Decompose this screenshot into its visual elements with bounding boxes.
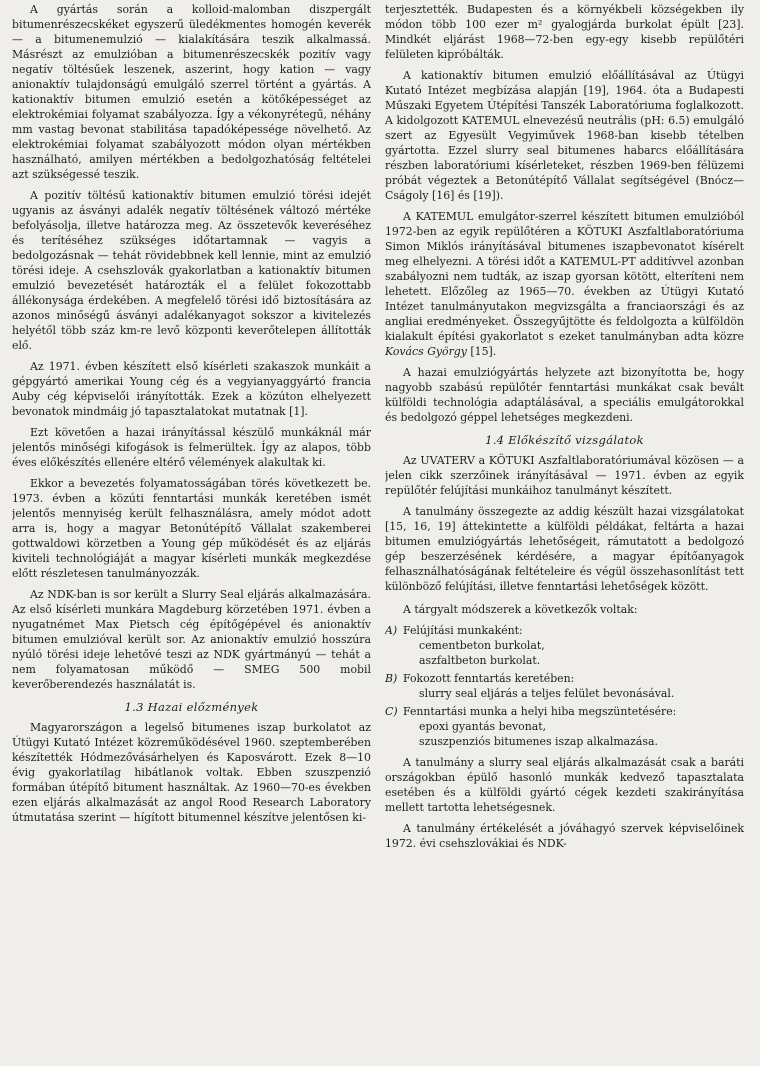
method-title: Fenntartási munka a helyi hiba megszüntetésére:	[403, 705, 677, 718]
paragraph: Ezt követően a hazai irányítással készülő munkáknál már jelentős minőségi kifogások is felmerültek. Így az alapos, több éves előkészítés ellenére eltérő vélemények alakultak ki.	[12, 426, 371, 469]
paragraph: Magyarországon a legelső bitumenes iszap burkolatot az Útügyi Kutató Intézet közreműködésével 1960. szeptemberében készítették Hódmezővásárhelyen és Kaposvárott. Ezek 8—10 évig gyakorlatilag hibátlanok voltak. Ebben szuszpenzió formában útépítő bitument használtak. Az 1960—70-es években ezen eljárás alkalmazását az angol Rood Research Laboratory útmutatása szerint — hígított bitumennel készítve jelentősen ki-	[12, 721, 371, 824]
paragraph: A tanulmány összegezte az addig készült hazai vizsgálatokat [15, 16, 19] áttekintette a külföldi példákat, feltárta a hazai bitumen emulziógyártás lehetőségeit, rámutatott a bedolgozó gép beszerzésének kérdésére, a magyar építőanyagok felhasználhatóságának feltételeire és végül összehasonlítást tett különböző felújítási, illetve fenntartási lehetőségek között.	[385, 505, 744, 593]
paragraph: A pozitív töltésű kationaktív bitumen emulzió törési idejét ugyanis az ásványi adalék negatív töltésének változó mértéke befolyásolja, illetve határozza meg. Az összetevők keveréséhez és terítéséhez szükséges időtartamnak — vagyis a bedolgozásnak — tehát rövidebbnek kell lennie, mint az emulzió törési ideje. A csehszlovák gyakorlatban a kationaktív bitumen emulzió bevezetését határozták el a felület fokozottabb állékonysága érdekében. A megfelelő törési idő biztosítására az azonos minőségű ásványi adalékanyagot sokszor a kivitelezés helyétől több száz km-re levő központi keverőtelepen állították elő.	[12, 189, 371, 352]
methods-list	[385, 623, 744, 749]
author-name: Kovács György	[385, 345, 467, 358]
paragraph: Az UVATERV a KÖTUKI Aszfaltlaboratóriumával közösen — a jelen cikk szerzőinek irányításával — 1971. évben az egyik repülőtér felújítási munkáihoz tanulmányt készített.	[385, 454, 744, 497]
paragraph: A tanulmány a slurry seal eljárás alkalmazását csak a baráti országokban épülő hasonló munkák kedvező tapasztalata esetében és a külföldi gyártó cégek kezdeti szakirányítása mellett tartotta lehetségesnek.	[385, 756, 744, 814]
paragraph: Az NDK-ban is sor került a Slurry Seal eljárás alkalmazására. Az első kísérleti munkára Magdeburg körzetében 1971. évben a nyugatnémet Max Pietsch cég építőgépével és anionaktív bitumen emulzióval került sor. Az anionaktív emulzió hosszúra nyúló törési ideje lehetővé teszi az NDK gyártmányú — tehát a nem folyamatosan működő — SMEG 500 mobil keverőberendezés használatát is.	[12, 588, 371, 691]
paragraph: Az 1971. évben készített első kísérleti szakaszok munkáit a gépgyártó amerikai Young cég és a vegyianyaggyártó francia Auby cég képviselői irányították. Ezek a közúton elhelyezett bevonatok mindmáig jó tapasztalatokat mutatnak [1].	[12, 360, 371, 418]
method-item	[385, 623, 744, 668]
method-subitem: slurry seal eljárás a teljes felület bevonásával.	[419, 687, 675, 700]
paragraph: Ekkor a bevezetés folyamatosságában törés következett be. 1973. évben a közúti fenntartási munkák keretében ismét jelentős mennyiség került felhasználásra, amely módot adott arra is, hogy a magyar Betonútépítő Vállalat szakemberei gottwaldowi körzetben a Young gép működését és az eljárás kiviteli technológiáját a magyar kísérleti munkák megkezdése előtt részletesen tanulmányozzák.	[12, 477, 371, 580]
paragraph: terjesztették. Budapesten és a környékbeli községekben ily módon több 100 ezer m² gyalogjárda burkolat épült [23]. Mindkét eljárást 1968—72-ben egy-egy kisebb repülőtéri felületen kipróbálták.	[385, 3, 744, 61]
method-subitem: szuszpenziós bitumenes iszap alkalmazása.	[419, 735, 658, 748]
method-title: Felújítási munkaként:	[403, 624, 523, 637]
paragraph: A tanulmány értékelését a jóváhagyó szervek képviselőinek 1972. évi csehszlovákiai és NDK-	[385, 822, 744, 850]
method-letter: C)	[385, 705, 398, 718]
paragraph: A hazai emulziógyártás helyzete azt bizonyította be, hogy nagyobb szabású repülőtér fenntartási munkákat csak bevált külföldi technológia adaptálásával, a speciális emulgátorokkal és bedolgozó géppel lehetséges megkezdeni.	[385, 366, 744, 424]
method-letter: B)	[385, 672, 398, 685]
method-subitem: aszfaltbeton burkolat.	[419, 654, 541, 667]
method-subitem: epoxi gyantás bevonat,	[419, 720, 547, 733]
left-column	[12, 2, 371, 1066]
section-heading-elokeszito-vizsgalatok: 1.4 Előkészítő vizsgálatok	[485, 433, 644, 447]
right-column	[385, 2, 744, 1066]
method-item	[385, 671, 744, 701]
method-letter: A)	[385, 624, 398, 637]
section-heading-hazai-elozmenyek: 1.3 Hazai előzmények	[124, 700, 259, 714]
paragraph: A gyártás során a kolloid-malomban diszpergált bitumenrészecskéket egyszerű üledékmentes homogén keverék — a bitumenemulzió — kialakítására teszik alkalmassá. Másrészt az emulzióban a bitumenrészecskék pozitív vagy negatív töltésűek leszenek, aszerint, hogy kation — vagy anionaktív tulajdonságú emulgáló szerrel történt a gyártás. A kationaktív bitumen emulzió esetén a kötőképességet az elektrokémiai folyamat szabályozza. Így a vékonyrétegű, néhány mm vastag bevonat stabilitása tapadóképessége növelhető. Az elektrokémiai folyamat szabályozott módon olyan mértékben használható, amilyen mértékben a bedolgozhatóság feltételei azt szükségessé teszik.	[12, 3, 371, 181]
method-subitem: cementbeton burkolat,	[419, 639, 545, 652]
method-item	[385, 704, 744, 749]
paragraph: A KATEMUL emulgátor-szerrel készített bitumen emulzióból 1972-ben az egyik repülőtéren a KÖTUKI Aszfaltlaboratóriuma Simon Miklós irányításával bitumenes iszapbevonatot kísérelt meg elhelyezni. A törési időt a KATEMUL-PT additívvel azonban szabályozni nem tudták, az iszap gyorsan kötött, elteríteni nem lehetett. Előzőleg az 1965—70. években az Útügyi Kutató Intézet tanulmányutakon megvizsgálta a franciaországi és az angliai eredményeket. Összegyűjtötte és feldolgozta a külföldön kialakult építési gyakorlatot s ezeket tanulmányban adta közre Kovács György [15].	[385, 210, 744, 358]
paragraph: A kationaktív bitumen emulzió előállításával az Útügyi Kutató Intézet megbízása alapján [19], 1964. óta a Budapesti Műszaki Egyetem Útépítési Tanszék Laboratóriuma foglalkozott. A kidolgozott KATEMUL elnevezésű neutrális (pH: 6.5) emulgáló szert az Egyesült Vegyiművek 1968-ban kisebb tételben gyártotta. Ezzel slurry seal bitumenes habarcs előállítására részben laboratóriumi kísérleteket, részben 1969-ben félüzemi próbát végeztek a Betonútépítő Vállalat segítségével (Bnócz—Cságoly [16] és [19]).	[385, 69, 744, 202]
methods-intro: A tárgyalt módszerek a következők voltak:	[403, 603, 638, 616]
method-title: Fokozott fenntartás keretében:	[403, 672, 575, 685]
